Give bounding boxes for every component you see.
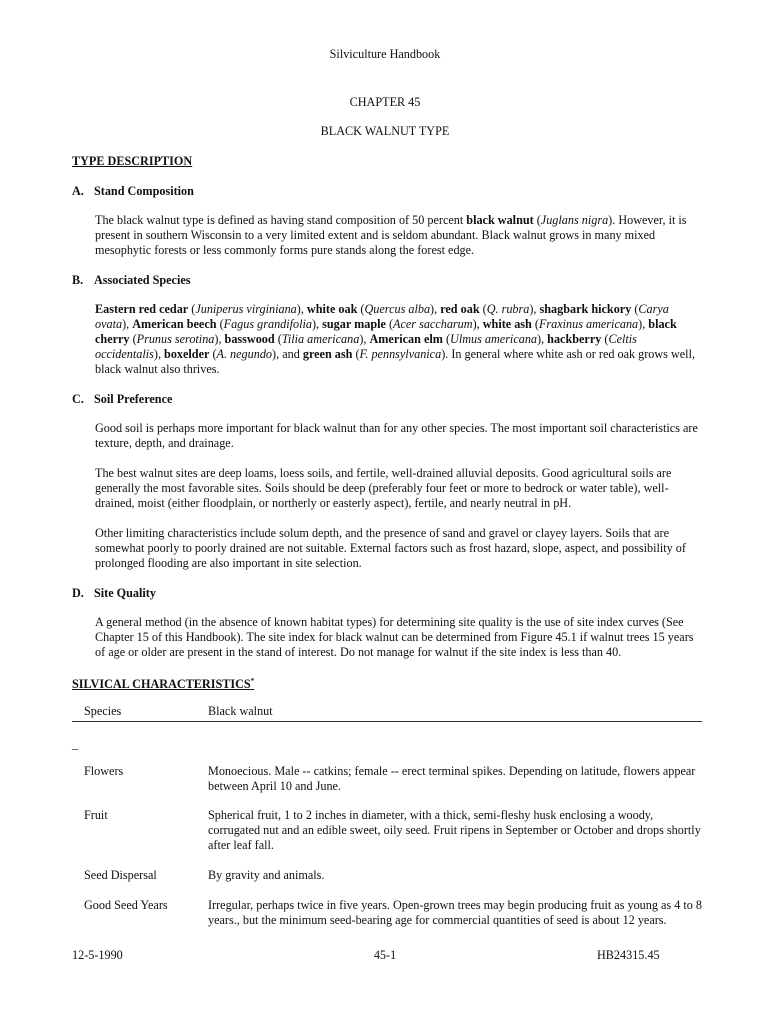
section-letter: D. <box>72 586 84 600</box>
row-text-fruit: Spherical fruit, 1 to 2 inches in diameter, with a thick, semi-fleshy husk enclosing a woody, corrugated nut and an edible sweet, oily seed. Fruit ripens in September or October and drops shortly after leaf fall. <box>208 808 701 852</box>
row-text-seed-dispersal: By gravity and animals. <box>208 868 325 882</box>
soil-preference-p2: The best walnut sites are deep loams, loess soils, and fertile, well-drained alluvial deposits. Good agricultural soils are generally the most favorable sites. Soils should be deep (preferably four feet or more to bedrock or water table), well-drained, moist (either floodplain, or northerly or easterly aspect), fertile, and nearly neutral in pH. <box>95 466 672 510</box>
row-label-flowers: Flowers <box>84 764 124 778</box>
soil-preference-p1: Good soil is perhaps more important for black walnut than for any other species. The most important soil characteristics are texture, depth, and drainage. <box>95 421 698 450</box>
chapter-number: CHAPTER 45 <box>349 95 421 109</box>
species-latin-name: Fagus grandifolia <box>223 317 312 331</box>
silvical-heading-text: SILVICAL CHARACTERISTICS <box>72 677 251 692</box>
type-description-heading: TYPE DESCRIPTION <box>72 154 193 168</box>
site-quality-text: A general method (in the absence of known habitat types) for determining site quality is the use of site index curves (See Chapter 15 of this Handbook). The site index for black walnut can be determined from Figure 45.1 if walnut trees 15 years of age or older are present in the stand of interest. Do not manage for walnut if the site index is less than 40. <box>95 615 694 659</box>
row-text-good-seed-years: Irregular, perhaps twice in five years. Open-grown trees may begin producing fruit as young as 4 to 8 years., but the minimum seed-bearing age for commercial quantities of seed is about 12 years. <box>208 898 702 927</box>
species-common-name: white ash <box>482 317 532 331</box>
row-text-flowers: Monoecious. Male -- catkins; female -- erect terminal spikes. Depending on latitude, flowers appear between April 10 and June. <box>208 764 696 793</box>
text-run: ). However, it is present in southern Wisconsin to a very limited extent and is seldom abundant. Black walnut grows in many mixed mesophytic forests or less commonly forms pure stands along the forest edge. <box>95 213 687 257</box>
text-run: ( <box>533 213 541 227</box>
table-rule <box>72 721 702 722</box>
species-latin-name: A. negundo <box>216 347 273 361</box>
soil-preference-p3: Other limiting characteristics include solum depth, and the presence of sand and gravel or clayey layers. Soils that are somewhat poorly to poorly drained are not suitable. External factors such as frost hazard, slope, aspect, and possibility of prolonged flooding are also important in site selection. <box>95 526 686 570</box>
latin-name: Juglans nigra <box>540 213 609 227</box>
footer-date: 12-5-1990 <box>72 948 123 962</box>
associated-species-text: Eastern red cedar (Juniperus virginiana), white oak (Quercus alba), red oak (Q. rubra), shagbark hickory (Carya ovata), American beech (Fagus grandifolia), sugar maple (Acer saccharum), white ash (Fraxinus americana), black cherry (Prunus serotina), basswood (Tilia americana), American elm (Ulmus americana), hackberry (Celtis occidentalis), boxelder (A. negundo), and green ash (F. pennsylvanica). In general where white ash or red oak grows well, black walnut also thrives. <box>95 302 696 376</box>
species-latin-name: F. pennsylvanica <box>359 347 442 361</box>
footer-page-number: 45-1 <box>373 948 397 962</box>
species-value: Black walnut <box>208 704 273 718</box>
row-label-fruit: Fruit <box>84 808 108 822</box>
species-latin-name: Q. rubra <box>486 302 530 316</box>
species-common-name: red oak <box>440 302 480 316</box>
associated-species-heading <box>72 273 190 288</box>
species-common-name: Eastern red cedar <box>95 302 189 316</box>
chapter-title: BLACK WALNUT TYPE <box>320 124 450 138</box>
stand-composition-heading <box>72 184 194 199</box>
conjunction: and <box>282 347 303 361</box>
species-common-name: green ash <box>302 347 353 361</box>
species-latin-name: Acer saccharum <box>393 317 473 331</box>
species-common-name: American beech <box>132 317 217 331</box>
species-common-name: basswood <box>224 332 275 346</box>
footnote-mark: * <box>250 677 255 685</box>
species-latin-name: Celtis occidentalis <box>95 332 637 361</box>
section-title: Associated Species <box>94 273 191 287</box>
species-latin-name: Quercus alba <box>364 302 431 316</box>
species-latin-name: Fraxinus americana <box>538 317 639 331</box>
site-quality-heading <box>72 586 156 601</box>
species-common-name: hackberry <box>547 332 602 346</box>
section-title: Soil Preference <box>94 392 173 406</box>
running-header: Silviculture Handbook <box>329 47 441 61</box>
closing-sentence: In general where white ash or red oak grows well, black walnut also thrives. <box>95 347 696 376</box>
row-label-good-seed-years: Good Seed Years <box>84 898 168 912</box>
section-title: Site Quality <box>94 586 156 600</box>
rule-tail: _ <box>72 737 79 751</box>
row-label-seed-dispersal: Seed Dispersal <box>84 868 157 882</box>
species-latin-name: Prunus serotina <box>136 332 215 346</box>
species-latin-name: Carya ovata <box>95 302 669 331</box>
species-label: Species <box>84 704 122 718</box>
species-latin-name: Ulmus americana <box>450 332 538 346</box>
text-run: The black walnut type is defined as having stand composition of 50 percent <box>95 213 467 227</box>
section-letter: A. <box>72 184 84 198</box>
species-common-name: white oak <box>306 302 358 316</box>
species-common-name: American elm <box>369 332 443 346</box>
species-latin-name: Juniperus virginiana <box>195 302 297 316</box>
species-common-name: black cherry <box>95 317 677 346</box>
species-latin-name: Tilia americana <box>281 332 360 346</box>
section-title: Stand Composition <box>94 184 194 198</box>
species-common-name: boxelder <box>164 347 210 361</box>
species-common-name: sugar maple <box>322 317 386 331</box>
soil-preference-heading <box>72 392 172 407</box>
footer-doc-code: HB24315.45 <box>597 948 660 962</box>
section-letter: C. <box>72 392 84 406</box>
section-letter: B. <box>72 273 84 287</box>
stand-composition-text <box>95 213 705 258</box>
silvical-heading <box>72 674 254 692</box>
bold-term: black walnut <box>466 213 534 227</box>
species-common-name: shagbark hickory <box>539 302 632 316</box>
